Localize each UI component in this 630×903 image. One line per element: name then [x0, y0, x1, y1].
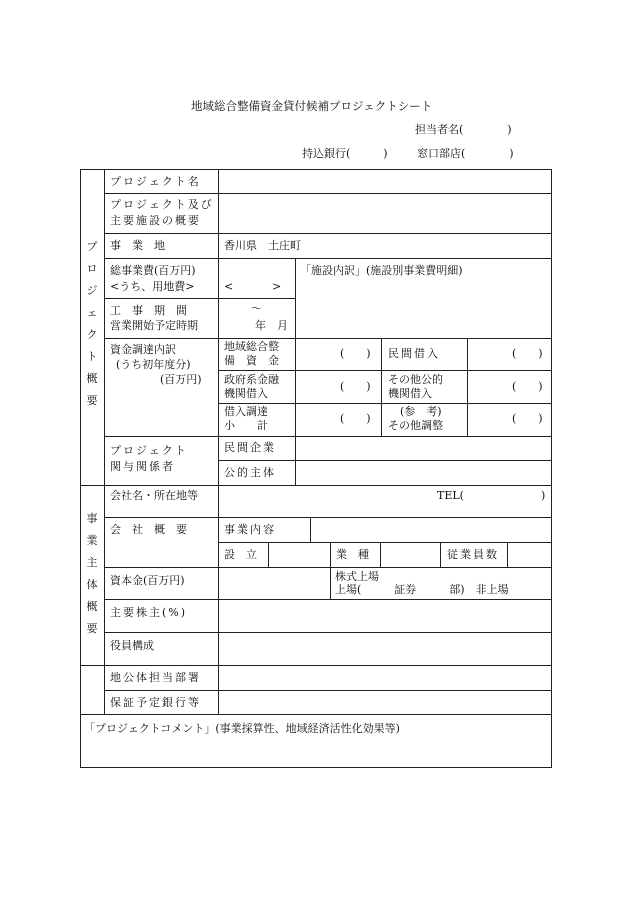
rule	[467, 338, 468, 436]
stakeholder-label-line1: プロジェクト	[110, 444, 188, 457]
total-cost-label-line2: <うち、用地費>	[110, 280, 195, 293]
location-label: 事 業 地	[110, 239, 165, 252]
rule	[268, 542, 269, 567]
fund-other-public-value: ( )	[512, 380, 543, 393]
overview-label-line1: プロジェクト及び	[110, 198, 214, 211]
shareholders-label: 主要株主(%)	[110, 606, 188, 619]
company-name-label: 会社名・所在地等	[110, 489, 198, 502]
person-in-charge: 担当者名( )	[415, 123, 512, 136]
rule	[80, 714, 552, 715]
capital-label: 資本金(百万円)	[110, 574, 185, 587]
rule	[440, 542, 441, 567]
branch-office: 窓口部店( )	[417, 147, 514, 160]
fund-regional-value: ( )	[340, 347, 371, 360]
fund-government-label-2: 機関借入	[224, 387, 268, 400]
rule	[104, 298, 296, 299]
fund-borrowing-label-1: 借入調達	[224, 405, 268, 418]
rule	[80, 767, 552, 768]
facility-breakdown-label: 「施設内訳」(施設別事業費明細)	[300, 264, 463, 277]
funding-label-line1: 資金調達内訳	[110, 343, 176, 356]
stakeholder-label-line2: 関与関係者	[110, 460, 175, 473]
rule	[104, 599, 552, 600]
project-side-label: プロジェクト概要	[86, 240, 98, 407]
rule	[507, 542, 508, 567]
founded-label: 設 立	[224, 548, 257, 561]
fund-private-label: 民間借入	[388, 347, 440, 360]
industry-label: 業 種	[336, 548, 369, 561]
fund-government-value: ( )	[340, 380, 371, 393]
rule	[295, 436, 296, 485]
location-value: 香川県 土庄町	[224, 239, 301, 252]
rule	[104, 193, 552, 194]
fund-regional-label-2: 備 資 金	[224, 354, 279, 367]
land-cost-bracket-open: <	[224, 280, 234, 293]
fund-government-label-1: 政府系金融	[224, 373, 279, 386]
rule	[218, 460, 552, 461]
public-entity-label: 公的主体	[224, 466, 276, 479]
rule	[380, 542, 381, 567]
rule	[104, 436, 552, 437]
fund-other-public-label-1: その他公的	[388, 373, 443, 386]
rule	[104, 632, 552, 633]
bringing-bank: 持込銀行( )	[302, 147, 388, 160]
period-tilde: 〜	[251, 302, 262, 315]
operation-start-label: 営業開始予定時期	[110, 319, 198, 332]
fund-borrowing-value: ( )	[340, 412, 371, 425]
fund-reference-value: ( )	[512, 412, 543, 425]
rule	[218, 370, 552, 371]
funding-label-line3: (百万円)	[160, 373, 202, 386]
fund-borrowing-label-2: 小 計	[224, 419, 268, 432]
guarantor-bank-label: 保証予定銀行等	[110, 696, 201, 709]
rule	[80, 169, 81, 768]
rule	[104, 338, 552, 339]
tel-field: TEL( )	[437, 489, 546, 502]
local-gov-dept-label: 地公体担当部署	[110, 671, 201, 684]
overview-label-line2: 主要施設の概要	[110, 214, 201, 227]
funding-label-line2: (うち初年度分)	[116, 358, 191, 371]
rule	[218, 403, 552, 404]
rule	[295, 338, 296, 436]
rule	[295, 258, 296, 338]
private-company-label: 民間企業	[224, 441, 276, 454]
total-cost-label-line1: 総事業費(百万円)	[110, 264, 196, 277]
fund-regional-label-1: 地域総合整	[224, 340, 279, 353]
fund-private-value: ( )	[512, 347, 543, 360]
rule	[381, 338, 382, 436]
rule	[80, 485, 552, 486]
rule	[104, 690, 552, 691]
construction-period-label: 工 事 期 間	[110, 304, 187, 317]
employees-label: 従業員数	[447, 548, 499, 561]
business-content-label: 事業内容	[224, 523, 276, 536]
period-year-month: 年 月	[255, 319, 288, 332]
rule	[80, 169, 552, 170]
rule	[104, 567, 552, 568]
rule	[310, 517, 311, 542]
rule	[330, 542, 331, 599]
listing-line1: 株式上場	[335, 570, 379, 583]
officers-label: 役員構成	[110, 639, 154, 652]
fund-other-public-label-2: 機関借入	[388, 387, 432, 400]
rule	[104, 517, 552, 518]
rule	[80, 665, 552, 666]
page-title: 地域総合整備資金貸付候補プロジェクトシート	[191, 99, 433, 113]
entity-side-label: 事業主体概要	[86, 512, 98, 635]
project-name-label: プロジェクト名	[110, 175, 201, 188]
project-comment-label: 「プロジェクトコメント」(事業採算性、地域経済活性化効果等)	[84, 722, 400, 735]
rule	[104, 258, 552, 259]
fund-reference-label-2: その他調整	[388, 419, 443, 432]
company-overview-label: 会 社 概 要	[110, 523, 187, 536]
land-cost-bracket-close: >	[272, 280, 282, 293]
listing-line2: 上場( 証券 部) 非上場	[335, 583, 509, 596]
rule	[104, 233, 552, 234]
fund-reference-label-1: (参 考)	[400, 405, 442, 418]
